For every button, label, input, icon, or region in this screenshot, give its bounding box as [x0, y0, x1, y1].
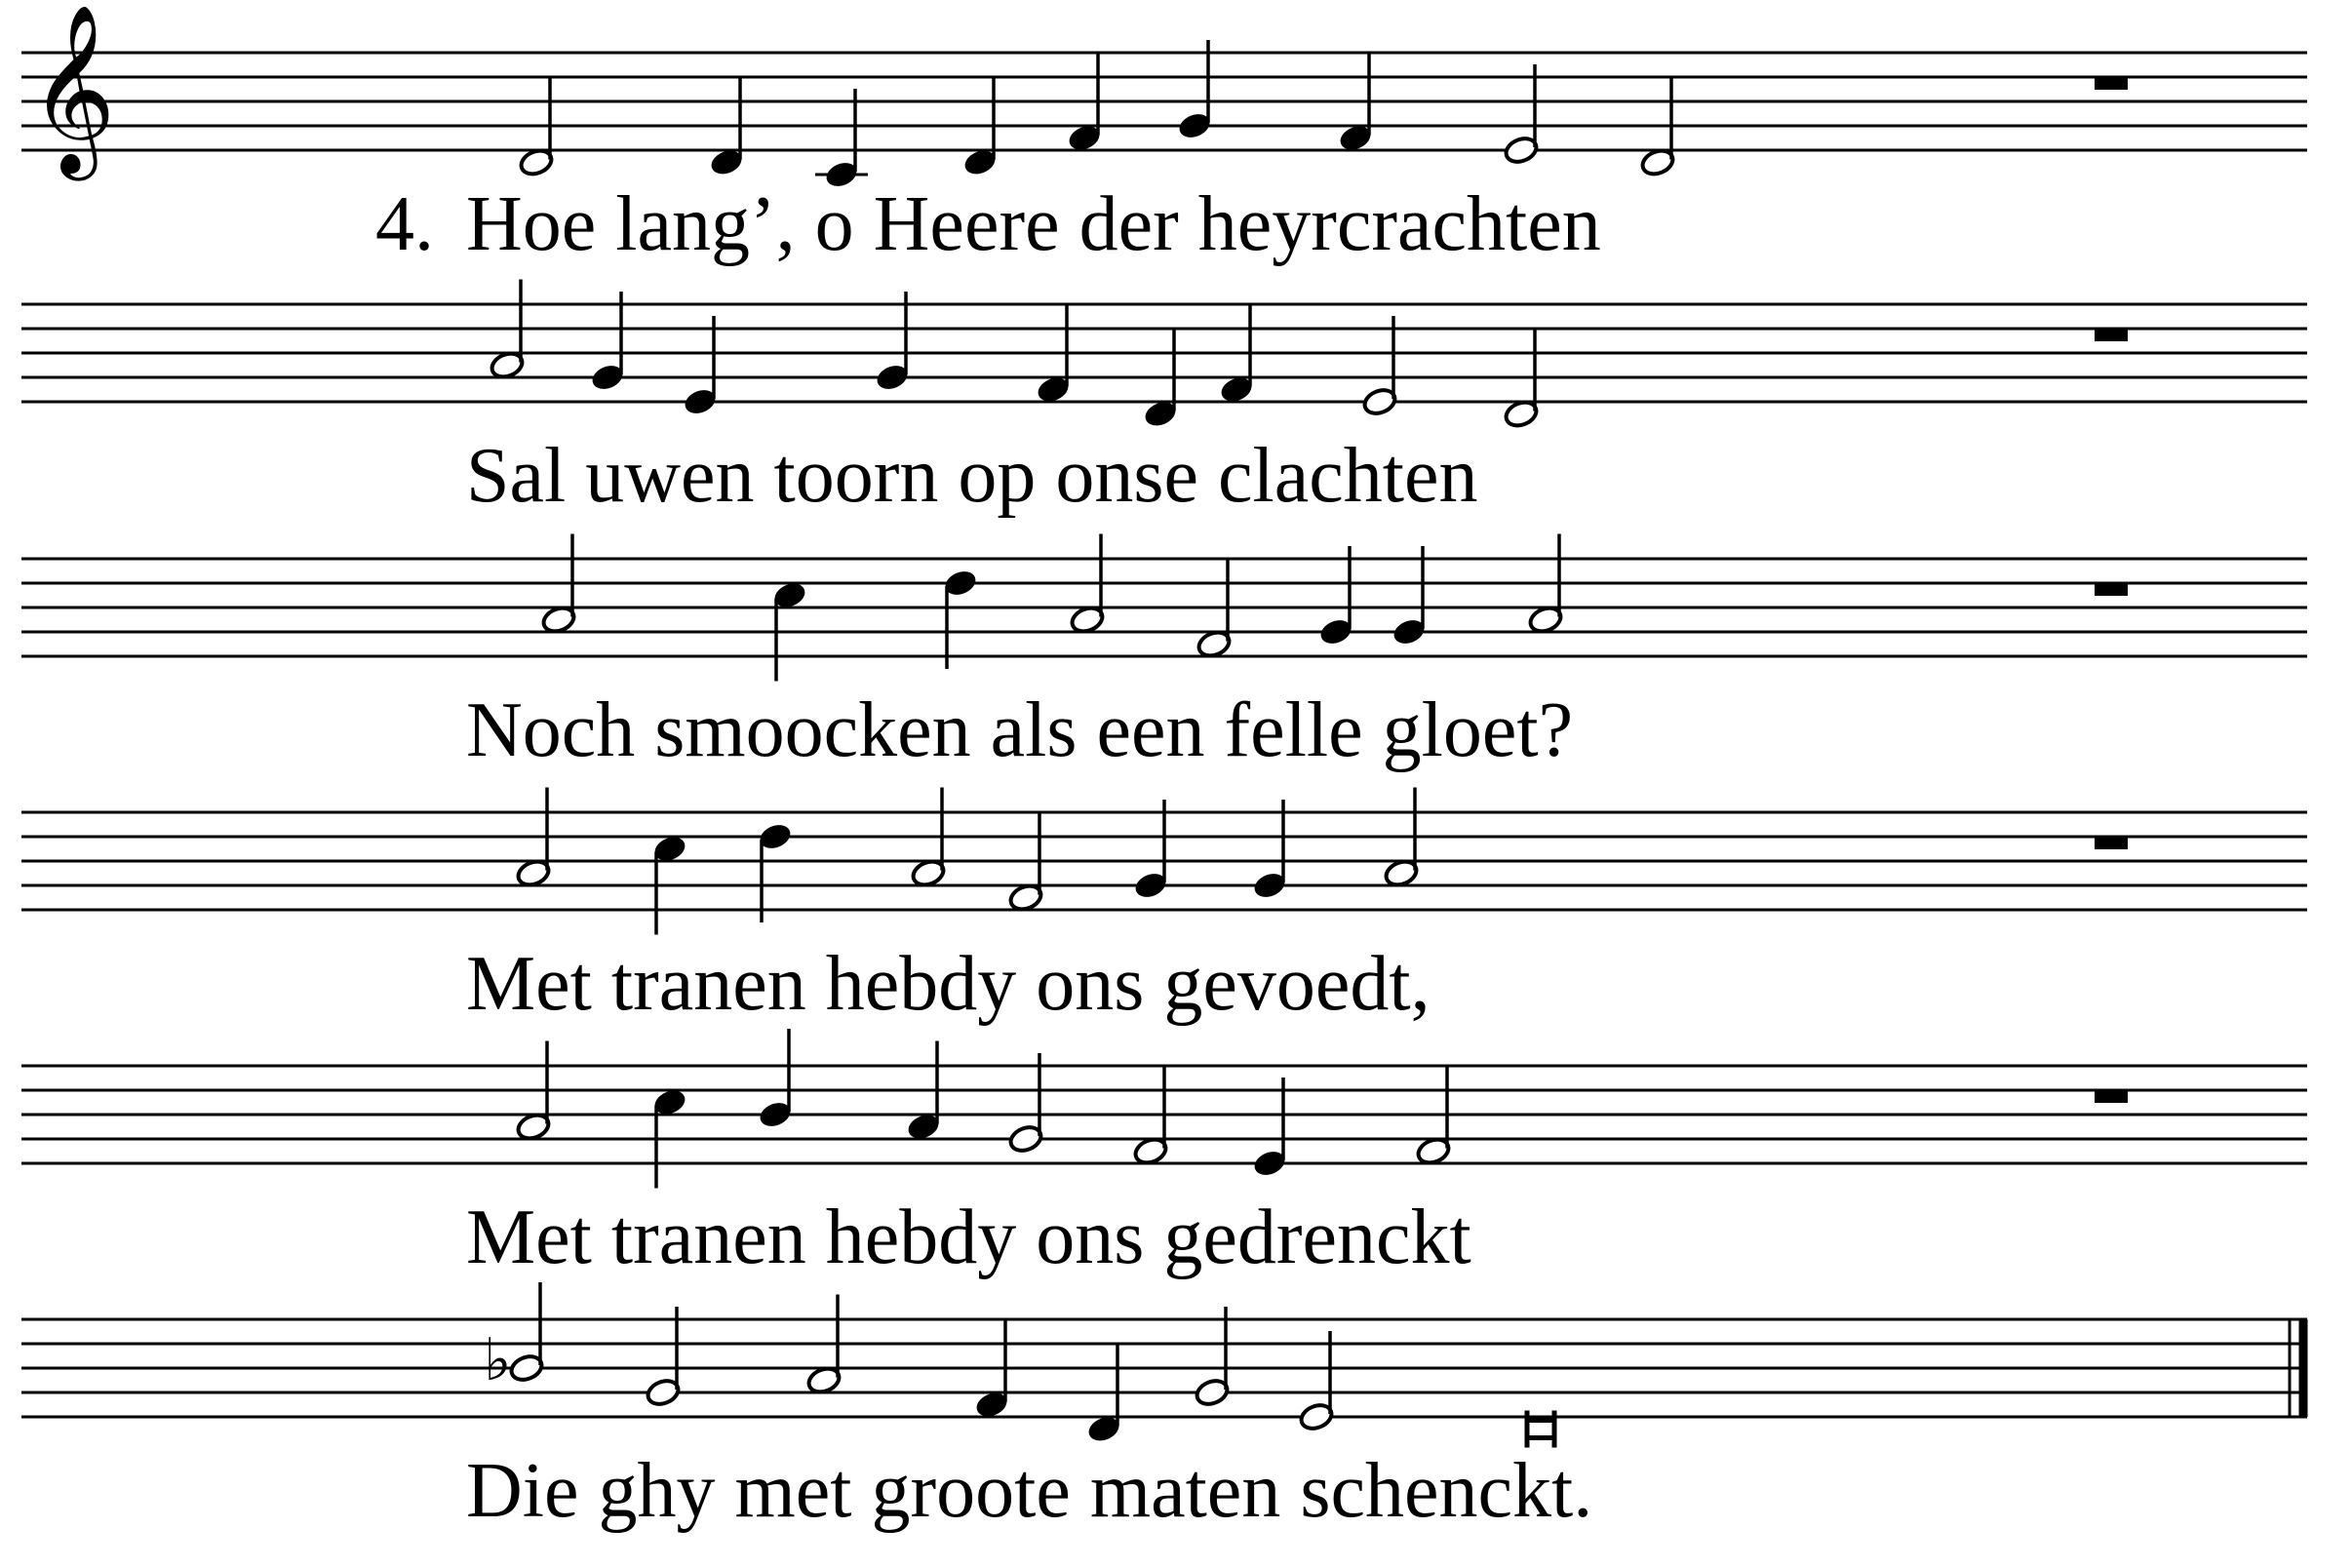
quarter-note — [1085, 1344, 1122, 1445]
quarter-note — [815, 89, 868, 190]
quarter-note — [682, 316, 719, 417]
half-note — [1415, 1066, 1452, 1167]
quarter-note — [1337, 53, 1374, 154]
half-note — [1383, 788, 1420, 889]
quarter-note — [708, 77, 745, 178]
treble-clef-icon: 𝄞 — [29, 4, 116, 174]
quarter-note — [1218, 304, 1255, 406]
quarter-note — [961, 77, 999, 178]
half-note — [489, 280, 526, 381]
half-note — [515, 788, 552, 889]
quarter-note — [651, 833, 688, 934]
half-note — [1132, 1066, 1169, 1167]
staff-system — [21, 534, 2307, 774]
quarter-note — [1066, 53, 1103, 154]
lyric-line: Sal uwen toorn op onse clachten — [466, 433, 1478, 519]
half-note — [1361, 316, 1398, 417]
half-note — [1298, 1331, 1335, 1432]
flat-icon: ♭ — [484, 1326, 512, 1394]
half-note — [515, 1041, 552, 1143]
quarter-note — [1251, 800, 1288, 901]
half-note — [1007, 1053, 1044, 1155]
quarter-note — [905, 1041, 942, 1143]
staff-system — [21, 1282, 2307, 1534]
quarter-note — [942, 568, 979, 669]
half-note — [910, 788, 947, 889]
rest-icon — [2095, 837, 2128, 849]
half-note — [1527, 534, 1564, 636]
half-note — [1639, 77, 1676, 178]
half-note — [1503, 64, 1540, 166]
lyric-line: Hoe lang’, o Heere der heyrcrachten — [466, 181, 1601, 267]
half-note — [1196, 559, 1233, 660]
quarter-note — [874, 292, 911, 393]
half-note — [518, 77, 555, 178]
quarter-note — [757, 1029, 794, 1130]
quarter-note — [1132, 800, 1169, 901]
half-note — [1503, 329, 1540, 430]
half-note — [484, 1282, 545, 1394]
quarter-note — [1317, 546, 1354, 647]
half-note — [1069, 534, 1106, 636]
half-note — [1194, 1307, 1231, 1408]
quarter-note — [1391, 546, 1428, 647]
quarter-note — [973, 1319, 1010, 1421]
rest-icon — [2095, 77, 2128, 90]
quarter-note — [1035, 304, 1072, 406]
quarter-note — [771, 579, 808, 681]
quarter-note — [589, 292, 626, 393]
staff-system — [21, 1029, 2307, 1280]
quarter-note — [651, 1086, 688, 1188]
quarter-note — [757, 821, 794, 922]
half-note — [645, 1307, 682, 1408]
staff-system — [21, 4, 2307, 267]
half-note — [1007, 812, 1044, 914]
lyric-line: Noch smoocken als een felle gloet? — [466, 687, 1574, 773]
lyric-line: Die ghy met groote maten schenckt. — [466, 1448, 1593, 1534]
half-note — [540, 534, 577, 636]
verse-number: 4. — [375, 181, 434, 267]
quarter-note — [1142, 329, 1179, 430]
lyric-line: Met tranen hebdy ons gevoedt, — [466, 941, 1431, 1027]
staff-system — [21, 280, 2307, 520]
quarter-note — [1176, 40, 1213, 141]
half-note — [805, 1295, 843, 1396]
quarter-note — [1251, 1078, 1288, 1179]
rest-icon — [2095, 583, 2128, 596]
rest-icon — [2095, 329, 2128, 341]
rest-icon — [2095, 1090, 2128, 1103]
lyric-line: Met tranen hebdy ons gedrenckt — [466, 1195, 1471, 1280]
staff-system — [21, 788, 2307, 1028]
